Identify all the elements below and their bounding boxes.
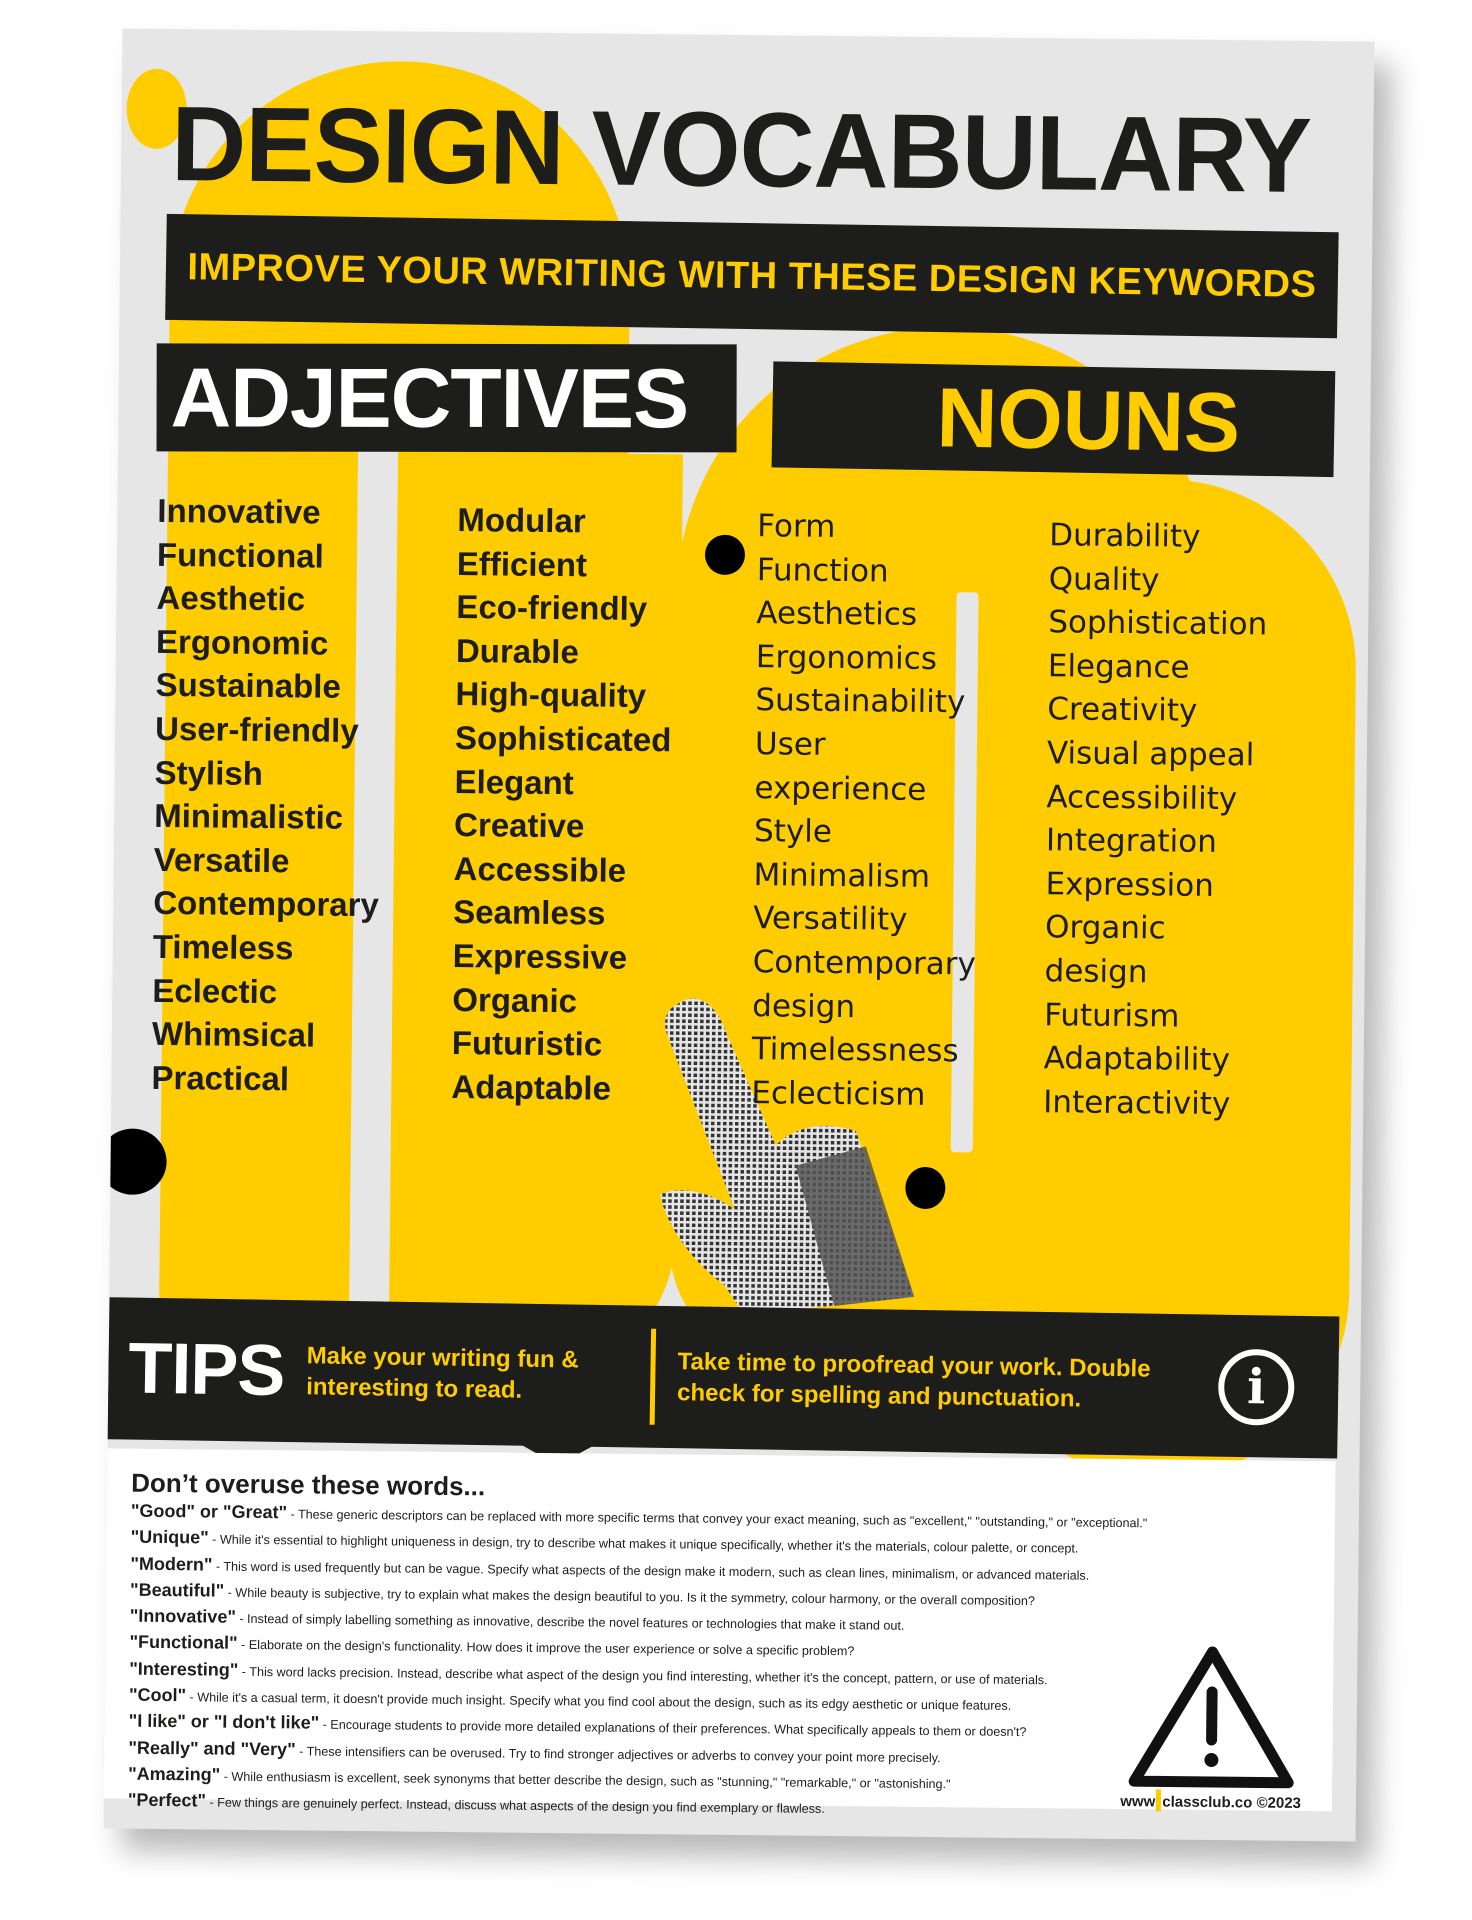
list-item: design [1044, 953, 1148, 991]
list-item: Quality [1048, 560, 1160, 598]
list-item: Creative [453, 806, 585, 845]
overuse-words-panel [104, 1448, 1336, 1817]
list-item: Sophisticated [454, 718, 672, 759]
overused-word: "I like" or "I don't like" [128, 1711, 320, 1734]
footer-credit [1120, 1789, 1301, 1813]
list-item: Minimalistic [154, 797, 344, 837]
list-item: Function [756, 551, 889, 590]
list-item: Ergonomics [755, 638, 938, 677]
overused-word-advice: - This word lacks precision. Instead, describe what aspect of the design you find interesting, whether it's the concept, pattern, or use of materials. [238, 1664, 1048, 1688]
list-item: Elegant [454, 762, 574, 801]
list-item: experience [754, 769, 927, 808]
list-item: Versatility [752, 900, 908, 939]
list-item: Durability [1049, 517, 1201, 555]
overused-word-advice: - Few things are genuinely perfect. Instead, discuss what aspects of the design you find exemplary or flawless. [205, 1795, 825, 1817]
adjectives-heading-banner [157, 343, 737, 452]
list-item: Adaptability [1043, 1040, 1231, 1079]
list-item: Timeless [152, 927, 294, 967]
list-item: Timelessness [751, 1031, 959, 1070]
overused-word-advice: - Elaborate on the design's functionality. How does it improve the user experience or solve a specific problem? [237, 1638, 855, 1659]
list-item: Futuristic [451, 1024, 603, 1063]
list-item: High-quality [455, 675, 647, 715]
list-item: Interactivity [1043, 1083, 1231, 1122]
info-icon: i [1218, 1349, 1295, 1426]
list-item: Adaptable [451, 1067, 612, 1107]
overused-word-advice: - This word is used frequently but can be vague. Specify what aspects of the design make it modern, such as clean lines, minimalism, or advanced materials. [212, 1559, 1090, 1583]
list-item: Sustainability [755, 682, 966, 721]
list-item: Stylish [154, 753, 264, 792]
list-item: Expressive [452, 936, 628, 976]
nouns-heading: NOUNS [935, 369, 1241, 470]
list-item: Versatile [153, 840, 290, 880]
black-dot [104, 1128, 167, 1195]
list-item: design [752, 987, 856, 1025]
tips-divider [650, 1329, 657, 1425]
list-item: Expression [1045, 865, 1215, 904]
list-item: Creativity [1047, 691, 1198, 730]
overused-word-advice: - Instead of simply labelling something as innovative, describe the novel features or technologies that make it stand out. [235, 1611, 905, 1633]
overused-word: "Functional" [129, 1632, 238, 1654]
page-title: DESIGN VOCABULARY [170, 85, 1312, 215]
list-item: Sustainable [155, 666, 342, 706]
overused-word-advice: - These intensifiers can be overused. Try to find stronger adjectives or adverbs to convey your point more precisely. [295, 1744, 941, 1765]
overused-word-advice: - While beauty is subjective, try to explain what makes the design beautiful to you. Is it the symmetry, colour harmony, or the overall composition? [224, 1585, 1036, 1609]
tip-proofread: Take time to proofread your work. Double check for spelling and punctuation. [676, 1348, 1151, 1413]
list-item: Style [753, 813, 833, 851]
list-item: Accessible [453, 849, 627, 889]
list-item: Practical [151, 1058, 290, 1098]
footer-suffix: classclub.co ©2023 [1162, 1793, 1302, 1812]
overused-word: "Perfect" [127, 1789, 207, 1811]
overused-word: "Innovative" [129, 1605, 237, 1627]
overused-word: "Interesting" [129, 1658, 239, 1680]
list-item: Contemporary [752, 944, 977, 983]
list-item: Aesthetic [156, 579, 306, 618]
list-item: Ergonomic [155, 622, 329, 662]
list-item: Eclecticism [751, 1074, 926, 1113]
overuse-heading: Don’t overuse these words... [131, 1467, 486, 1502]
list-item: Eclectic [152, 971, 278, 1010]
list-item: Accessibility [1046, 778, 1238, 817]
list-item: Elegance [1047, 648, 1190, 686]
overused-word: "Unique" [130, 1526, 209, 1548]
list-item: Seamless [453, 893, 606, 932]
list-item: Innovative [157, 491, 321, 531]
list-item: Efficient [456, 544, 588, 583]
overused-word: "Cool" [128, 1684, 187, 1706]
overused-word-advice: - While it's a casual term, it doesn't provide much insight. Specify what you find cool about the design, such as its edgy aesthetic or unique features. [185, 1690, 1012, 1713]
list-item: Aesthetics [756, 595, 918, 634]
list-item: Contemporary [153, 884, 380, 924]
tips-heading: TIPS [127, 1328, 286, 1411]
overused-word: "Beautiful" [130, 1579, 225, 1601]
overused-word: "Really" and "Very" [128, 1737, 296, 1760]
nouns-column-1 [751, 505, 981, 1118]
overused-word-advice: - While it's essential to highlight uniqueness in design, try to describe what makes it unique specifically, whether it's the materials, colour palette, or concept. [208, 1532, 1079, 1556]
overused-word: "Amazing" [128, 1763, 221, 1785]
list-item: Functional [156, 535, 324, 575]
list-item: User-friendly [154, 709, 359, 749]
black-dot [705, 535, 745, 575]
list-item: Eco-friendly [456, 588, 648, 628]
list-item: Integration [1045, 822, 1218, 861]
list-item: Modular [457, 501, 586, 540]
list-item: Minimalism [753, 856, 931, 895]
tips-banner [107, 1297, 1339, 1458]
list-item: Futurism [1043, 996, 1180, 1035]
overused-word-advice: - These generic descriptors can be replaced with more specific terms that convey your exact meaning, such as "excellent," "outstanding," or "exceptional." [286, 1507, 1148, 1531]
overused-word-advice: - While enthusiasm is excellent, seek synonyms that better describe the design, such as "stunning," "remarkable," or "astonishing." [220, 1769, 951, 1792]
poster [104, 28, 1375, 1841]
list-item: Form [757, 508, 836, 545]
nouns-heading-banner [772, 361, 1336, 477]
list-item: Whimsical [151, 1014, 316, 1054]
list-item: Visual appeal [1046, 735, 1255, 774]
overused-word: "Good" or "Great" [130, 1500, 288, 1523]
adjectives-column-2 [451, 498, 674, 1111]
overused-word-advice: - Encourage students to provide more detailed explanations of their preferences. What specifically appeals to them or doesn't? [319, 1718, 1027, 1740]
adjectives-column-1 [151, 489, 383, 1102]
subtitle-text: IMPROVE YOUR WRITING WITH THESE DESIGN KEYWORDS [187, 245, 1317, 306]
list-item: Durable [455, 631, 580, 671]
warning-triangle-icon [1126, 1641, 1298, 1793]
subtitle-banner [165, 214, 1339, 338]
list-item: Organic [452, 980, 578, 1019]
list-item: Organic [1044, 909, 1166, 947]
footer-prefix: www [1120, 1793, 1156, 1811]
adjectives-heading: ADJECTIVES [170, 349, 689, 445]
nouns-column-2 [1043, 514, 1268, 1127]
list-item: Sophistication [1048, 604, 1268, 643]
overused-word: "Modern" [130, 1553, 213, 1575]
tip-fun-writing: Make your writing fun & interesting to read. [305, 1342, 579, 1404]
footer-accent-mark [1156, 1789, 1161, 1811]
list-item: User [754, 726, 826, 763]
